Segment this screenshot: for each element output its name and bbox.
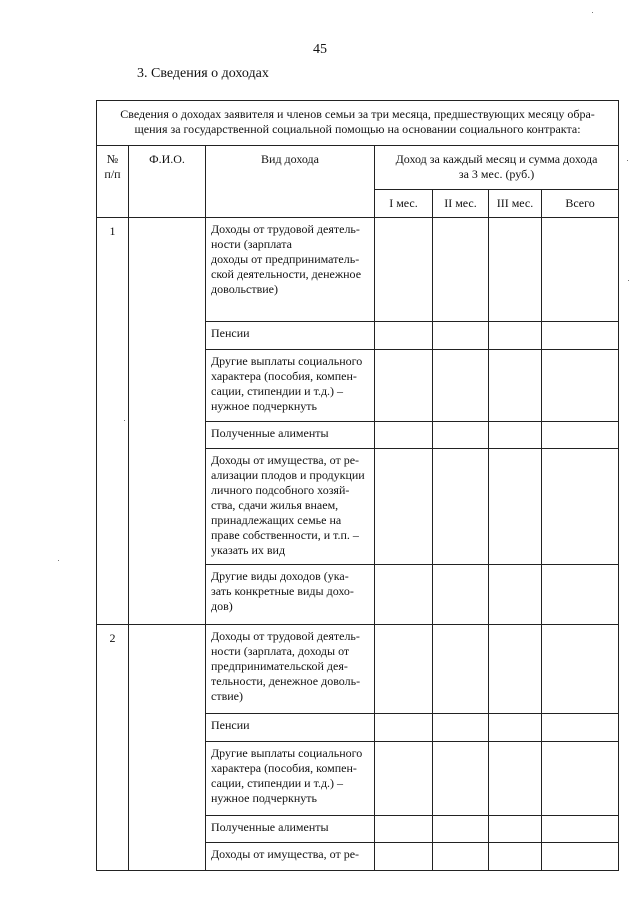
amount-cell[interactable] (542, 218, 619, 322)
amount-cell[interactable] (433, 422, 489, 449)
amount-cell[interactable] (489, 742, 542, 816)
amount-cell[interactable] (542, 843, 619, 871)
table-description: Сведения о доходах заявителя и членов семьи за три месяца, предшествующих месяцу обра- щения за государственной социальной помощью на основании социального контракта: (97, 101, 619, 146)
amount-cell[interactable] (375, 322, 433, 350)
table-row (97, 625, 619, 714)
amount-cell[interactable] (433, 350, 489, 422)
amount-cell[interactable] (489, 714, 542, 742)
amount-cell[interactable] (542, 449, 619, 565)
person-name-cell[interactable] (129, 218, 206, 625)
amount-cell[interactable] (542, 350, 619, 422)
section-title: 3. Сведения о доходах (137, 66, 269, 81)
col-header-number: № п/п (97, 146, 129, 218)
col-header-month-2: II мес. (433, 190, 489, 218)
person-number: 2 (97, 625, 129, 871)
amount-cell[interactable] (542, 714, 619, 742)
amount-cell[interactable] (375, 422, 433, 449)
scan-speck (592, 12, 593, 13)
col-header-name: Ф.И.О. (129, 146, 206, 218)
amount-cell[interactable] (542, 565, 619, 625)
amount-cell[interactable] (433, 322, 489, 350)
amount-cell[interactable] (433, 714, 489, 742)
amount-cell[interactable] (375, 843, 433, 871)
income-type-cell: Пенсии (206, 714, 375, 742)
amount-cell[interactable] (433, 843, 489, 871)
amount-cell[interactable] (542, 742, 619, 816)
income-type-cell: Полученные алименты (206, 816, 375, 843)
page-number: 45 (313, 42, 327, 57)
amount-cell[interactable] (489, 816, 542, 843)
income-type-cell: Пенсии (206, 322, 375, 350)
amount-cell[interactable] (433, 449, 489, 565)
person-number: 1 (97, 218, 129, 625)
amount-cell[interactable] (375, 449, 433, 565)
income-type-cell: Доходы от имущества, от ре- (206, 843, 375, 871)
amount-cell[interactable] (489, 322, 542, 350)
income-type-cell: Доходы от имущества, от ре- ализации плодов и продукции личного подсобного хозяй- ства, сдачи жилья внаем, принадлежащих семье на праве собственности, и т.п. – указать их вид (206, 449, 375, 565)
income-type-cell: Полученные алименты (206, 422, 375, 449)
scan-speck (628, 280, 629, 281)
col-header-income-type: Вид дохода (206, 146, 375, 218)
income-type-cell: Доходы от трудовой деятель- ности (зарплата, доходы от предпринимательской дея- тельности, денежное доволь- ствие) (206, 625, 375, 714)
amount-cell[interactable] (375, 350, 433, 422)
amount-cell[interactable] (489, 843, 542, 871)
amount-cell[interactable] (375, 714, 433, 742)
col-header-month-1: I мес. (375, 190, 433, 218)
amount-cell[interactable] (433, 742, 489, 816)
amount-cell[interactable] (542, 625, 619, 714)
table-header-row (97, 146, 619, 190)
income-type-cell: Доходы от трудовой деятель- ности (зарплата доходы от предприниматель- ской деятельности, денежное довольствие) (206, 218, 375, 322)
amount-cell[interactable] (542, 422, 619, 449)
amount-cell[interactable] (375, 742, 433, 816)
amount-cell[interactable] (433, 218, 489, 322)
amount-cell[interactable] (489, 422, 542, 449)
col-header-total: Всего (542, 190, 619, 218)
income-type-cell: Другие выплаты социального характера (пособия, компен- сации, стипендии и т.д.) – нужное подчеркнуть (206, 350, 375, 422)
income-table (96, 100, 619, 871)
amount-cell[interactable] (375, 218, 433, 322)
amount-cell[interactable] (542, 322, 619, 350)
income-type-cell: Другие виды доходов (ука- зать конкретные виды дохо- дов) (206, 565, 375, 625)
amount-cell[interactable] (489, 218, 542, 322)
amount-cell[interactable] (433, 816, 489, 843)
scan-speck (124, 420, 125, 421)
scan-speck (627, 160, 628, 161)
amount-cell[interactable] (375, 816, 433, 843)
col-header-month-3: III мес. (489, 190, 542, 218)
amount-cell[interactable] (433, 625, 489, 714)
amount-cell[interactable] (375, 625, 433, 714)
amount-cell[interactable] (489, 565, 542, 625)
amount-cell[interactable] (542, 816, 619, 843)
scan-speck (58, 560, 59, 561)
table-description-row (97, 101, 619, 146)
col-header-income: Доход за каждый месяц и сумма дохода за 3 мес. (руб.) (375, 146, 619, 190)
amount-cell[interactable] (489, 350, 542, 422)
amount-cell[interactable] (433, 565, 489, 625)
amount-cell[interactable] (489, 625, 542, 714)
income-type-cell: Другие выплаты социального характера (пособия, компен- сации, стипендии и т.д.) – нужное подчеркнуть (206, 742, 375, 816)
table-row (97, 218, 619, 322)
amount-cell[interactable] (489, 449, 542, 565)
amount-cell[interactable] (375, 565, 433, 625)
person-name-cell[interactable] (129, 625, 206, 871)
